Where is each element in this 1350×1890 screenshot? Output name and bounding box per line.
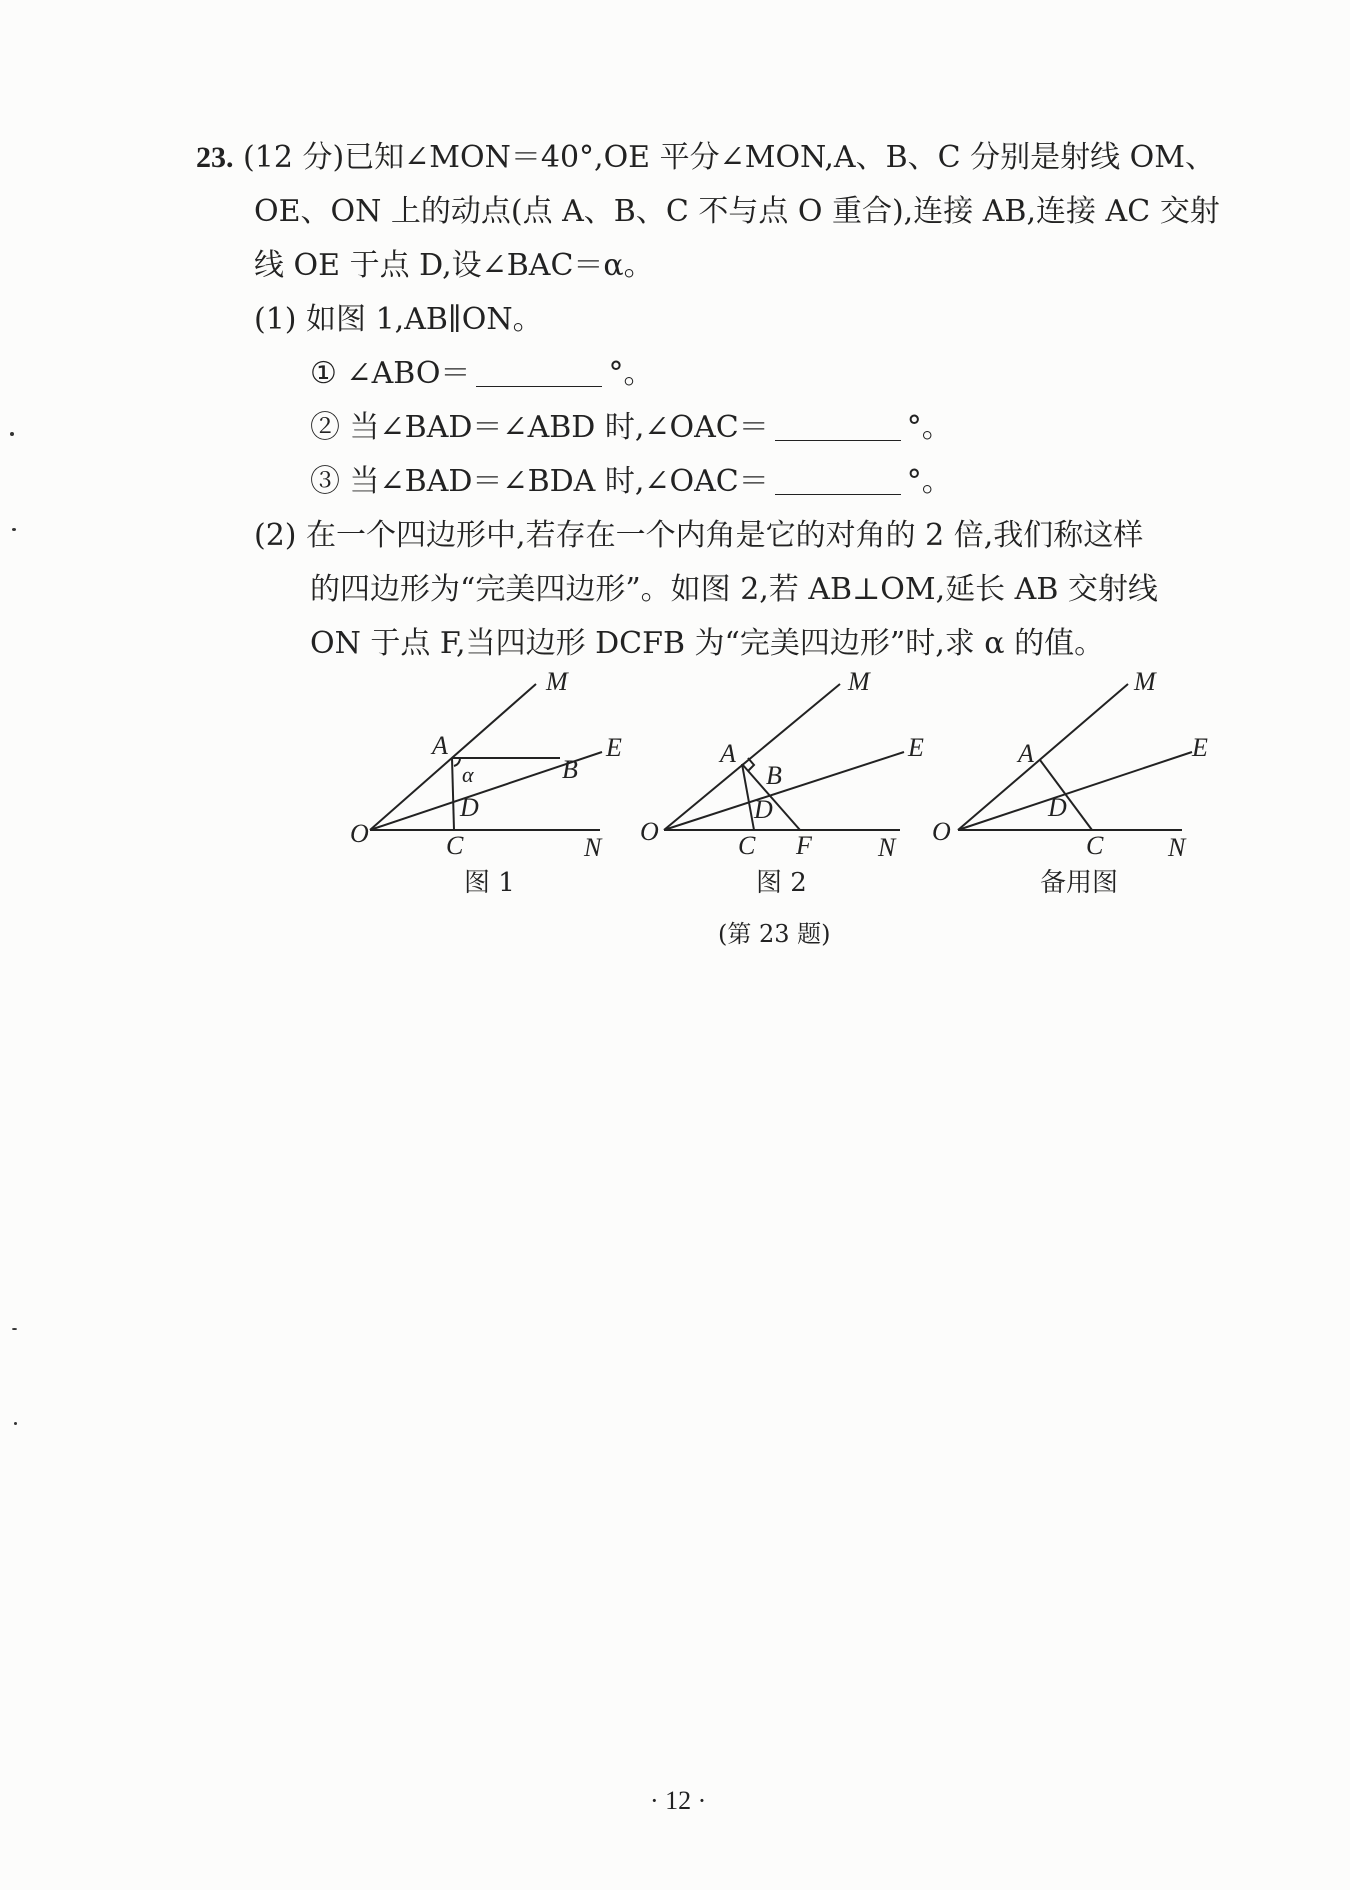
part1-item-1-label: ① ∠ABO＝ [310, 356, 471, 391]
figure-2-caption: 图 2 [756, 868, 807, 898]
segment-ac [452, 758, 454, 830]
answer-blank-3[interactable] [775, 464, 901, 495]
part1-item-2 [310, 408, 952, 448]
figure-backup [928, 667, 1208, 862]
fig1-label-b: B [562, 755, 578, 784]
ray-oe [958, 752, 1192, 830]
question-line-3: 线 OE 于点 D,设∠BAC＝α。 [254, 248, 654, 283]
scan-speck [12, 528, 16, 531]
fig3-label-a: A [1018, 739, 1034, 768]
fig1-label-a: A [432, 731, 448, 760]
part1-item-3 [310, 462, 952, 502]
part2-line-1: (2) 在一个四边形中,若存在一个内角是它的对角的 2 倍,我们称这样 [254, 518, 1144, 553]
right-angle-mark [748, 758, 754, 771]
answer-blank-1[interactable] [476, 356, 602, 387]
fig2-label-c: C [738, 831, 756, 860]
ray-om [958, 684, 1128, 830]
fig2-label-a: A [720, 739, 736, 768]
part1-item-1-suffix: °。 [608, 356, 654, 391]
fig3-label-m: M [1134, 667, 1156, 696]
scan-speck [12, 1328, 17, 1330]
figure-1-caption: 图 1 [464, 868, 515, 898]
question-line-1 [196, 138, 1215, 178]
figure-group-caption: (第 23 题) [718, 920, 831, 948]
question-text-1: (12 分)已知∠MON＝40°,OE 平分∠MON,A、B、C 分别是射线 OM、 [243, 140, 1215, 175]
fig2-label-b: B [766, 761, 782, 790]
part1-item-3-suffix: °。 [906, 464, 952, 499]
answer-blank-2[interactable] [775, 410, 901, 441]
fig2-label-f: F [796, 831, 812, 860]
scan-speck [14, 1422, 17, 1425]
question-line-2: OE、ON 上的动点(点 A、B、C 不与点 O 重合),连接 AB,连接 AC 交射 [254, 194, 1220, 229]
question-number: 23. [196, 141, 234, 174]
fig3-label-d: D [1048, 793, 1067, 822]
part1-item-1 [310, 354, 653, 394]
fig2-label-d: D [754, 795, 773, 824]
part1-item-3-label: ③ 当∠BAD＝∠BDA 时,∠OAC＝ [310, 464, 769, 499]
fig2-label-o: O [640, 817, 659, 846]
fig1-label-d: D [460, 793, 479, 822]
part1-intro: (1) 如图 1,AB∥ON。 [254, 302, 543, 337]
fig1-label-alpha: α [462, 762, 474, 787]
page-number: · 12 · [650, 1786, 707, 1815]
fig2-label-e: E [908, 733, 924, 762]
fig2-label-m: M [848, 667, 870, 696]
scan-speck [10, 432, 14, 436]
ray-oe [664, 752, 904, 830]
figure-backup-caption: 备用图 [1040, 868, 1119, 898]
fig3-label-o: O [932, 817, 951, 846]
fig1-label-m: M [546, 667, 568, 696]
fig1-label-c: C [446, 831, 464, 860]
part2-line-3: ON 于点 F,当四边形 DCFB 为“完美四边形”时,求 α 的值。 [310, 626, 1105, 661]
part1-item-2-suffix: °。 [906, 410, 952, 445]
fig1-label-n: N [584, 833, 602, 862]
fig3-label-e: E [1192, 733, 1208, 762]
fig2-label-n: N [878, 833, 896, 862]
alpha-arc [454, 758, 460, 766]
fig1-label-e: E [606, 733, 622, 762]
ray-om [664, 684, 840, 830]
figure-2 [632, 667, 924, 862]
part2-line-2: 的四边形为“完美四边形”。如图 2,若 AB⊥OM,延长 AB 交射线 [310, 572, 1158, 607]
part1-item-2-label: ② 当∠BAD＝∠ABD 时,∠OAC＝ [310, 410, 769, 445]
fig3-label-c: C [1086, 831, 1104, 860]
fig3-label-n: N [1168, 833, 1186, 862]
figure-1 [340, 667, 640, 862]
fig1-label-o: O [350, 819, 369, 848]
segment-ac [742, 764, 754, 830]
